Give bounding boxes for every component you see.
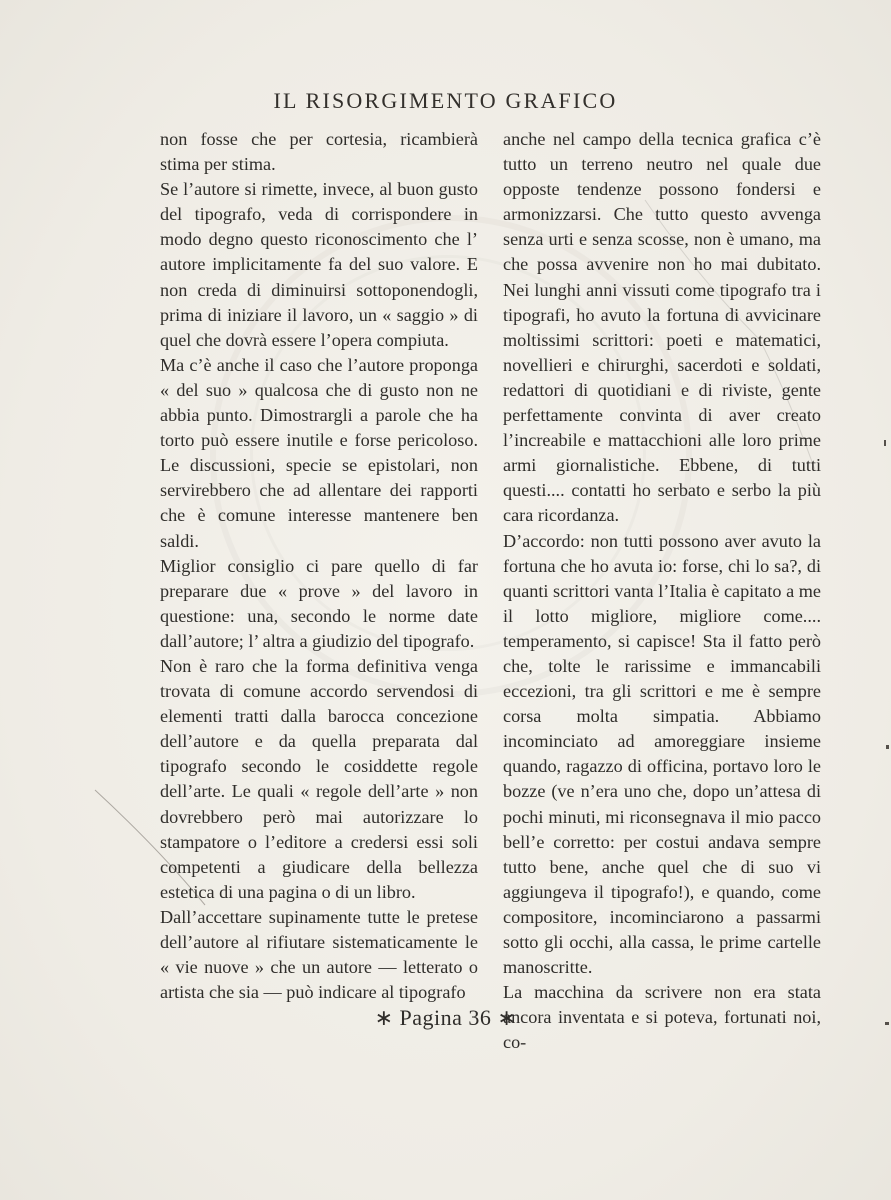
edge-mark xyxy=(884,440,886,446)
paragraph: D’accordo: non tutti possono aver avuto la fortuna che ho avuta io: forse, chi lo sa?, di quanti scrittori vanta l’Italia è capitato a me il lotto migliore, migliore come.... temperamento, si capisce! Sta il fatto però che, tolte le rarissime e immancabili eccezioni, tra gli scrittori e me è sempre corsa molta simpatia. Abbiamo incominciato ad amoreggiare insieme quando, ragazzo di officina, portavo loro le bozze (ve n’era uno che, dopo un’attesa di pochi minuti, mi riconsegnava il mio pacco bell’e corretto: per costui andava sempre tutto bene, anche quel che di suo vi aggiungeva il tipografo!), e quando, come compositore, incominciarono a passarmi sotto gli occhi, alla cassa, le prime cartelle manoscritte. xyxy=(503,530,821,978)
paragraph: La macchina da scrivere non era stata ancora inventata e si poteva, fortunati noi, co- xyxy=(503,982,821,1053)
paragraph: Miglior consiglio ci pare quello di far preparare due « prove » del lavoro in questione: una, secondo le norme date dall’autore; l’ altra a giudizio del tipografo. xyxy=(160,555,478,651)
paragraph: Ma c’è anche il caso che l’autore proponga « del suo » qualcosa che di gusto non ne abbia punto. Dimostrargli a parole che ha torto può essere inutile e forse pericoloso. Le discussioni, specie se epistolari, non servirebbero che ad allentare dei rapporti che è comune interesse mantenere ben saldi. xyxy=(160,354,478,551)
paragraph: non fosse che per cortesia, ricambierà stima per stima. xyxy=(160,129,478,175)
page-number: ∗ Pagina 36 ∗ xyxy=(374,1005,517,1030)
paragraph: Dall’accettare supinamente tutte le pretese dell’autore al rifiutare sistematicamente le « vie nuove » che un autore — letterato o artista che sia — può indicare al tipografo xyxy=(160,906,478,1003)
paragraph: Se l’autore si rimette, invece, al buon gusto del tipografo, veda di corrispondere in modo degno questo riconoscimento che l’ autore implicitamente fa del suo valore. E non creda di diminuirsi sottoponendogli, prima di iniziare il lavoro, un « saggio » di quel che dovrà essere l’opera compiuta. xyxy=(160,179,478,350)
text-column-left xyxy=(160,127,478,1005)
edge-mark xyxy=(886,745,889,749)
text-column-right xyxy=(503,127,821,1055)
paragraph: Non è raro che la forma definitiva venga trovata di comune accordo servendosi di elementi tratti dalla barocca concezione dell’autore e da quella preparata dal tipografo secondo le cosiddette regole dell’arte. Le quali « regole dell’arte » non dovrebbero però mai autorizzare lo stampatore o l’editore a credersi essi soli competenti a giudicare della bellezza estetica di una pagina o di un libro. xyxy=(160,655,478,902)
paragraph: anche nel campo della tecnica grafica c’è tutto un terreno neutro nel quale due opposte tendenze possono fondersi e armonizzarsi. Che tutto questo avvenga senza urti e senza scosse, non è umano, ma che possa avvenire non ho mai dubitato. Nei lunghi anni vissuti come tipografo tra i tipografi, ho avuto la fortuna di avvicinare moltissimi scrittori: poeti e matematici, novellieri e chirurghi, sacerdoti e soldati, redattori di quotidiani e di riviste, gente perfettamente convinta di aver creato l’increabile e mattacchioni alle loro prime armi giornalistiche. Ebbene, di tutti questi.... contatti ho serbato e serbo la più cara ricordanza. xyxy=(503,129,821,526)
running-head: IL RISORGIMENTO GRAFICO xyxy=(273,88,618,113)
